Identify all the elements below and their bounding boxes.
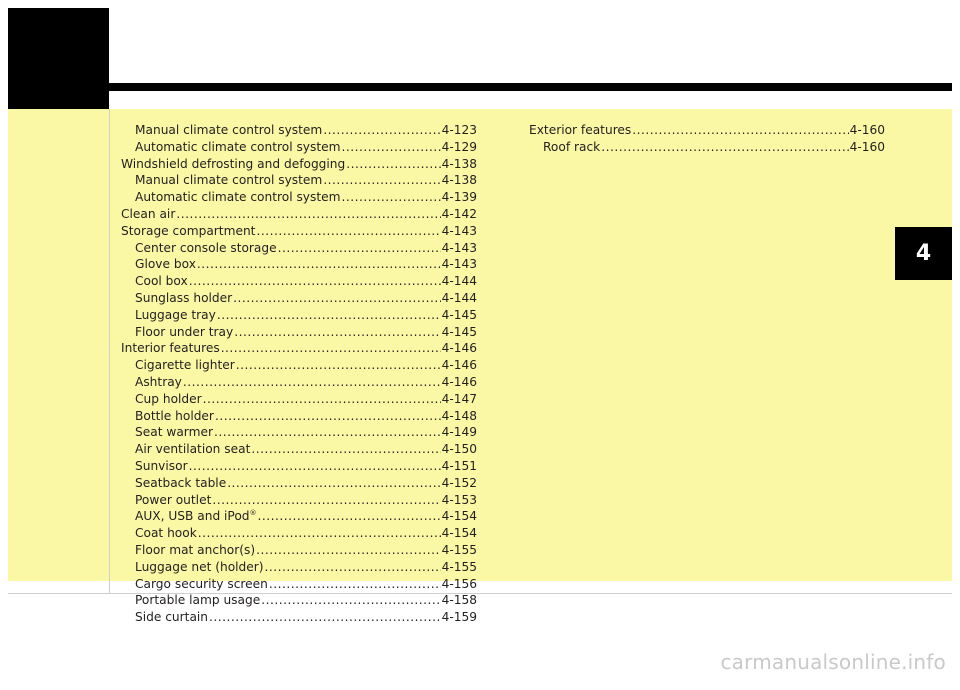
toc-entry[interactable]	[121, 156, 477, 173]
toc-entry-page: 4-138	[441, 156, 477, 171]
toc-entry-page: 4-156	[441, 576, 477, 591]
toc-left-column	[121, 122, 477, 626]
watermark: carmanualsonline.info	[720, 650, 946, 674]
toc-entry-title	[135, 576, 269, 593]
toc-entry-title-text: Cigarette lighter	[135, 358, 235, 373]
header-rule	[109, 83, 952, 91]
toc-entry[interactable]	[121, 357, 477, 374]
toc-entry-page: 4-151	[441, 458, 477, 473]
toc-entry-title-text: Roof rack	[543, 139, 601, 154]
toc-entry[interactable]	[121, 139, 477, 156]
toc-entry-title	[135, 542, 256, 559]
dot-leader	[256, 542, 440, 559]
toc-entry-title	[135, 256, 197, 273]
toc-entry-title	[135, 139, 342, 156]
toc-entry[interactable]	[121, 559, 477, 576]
toc-entry-page: 4-149	[441, 425, 477, 440]
dot-leader	[269, 576, 441, 593]
toc-entry-title-text: Automatic climate control system	[135, 190, 341, 205]
toc-entry[interactable]	[121, 492, 477, 509]
toc-entry-title-text: Cool box	[135, 274, 188, 289]
toc-entry-title	[135, 290, 233, 307]
dot-leader	[189, 458, 441, 475]
toc-entry-title	[135, 324, 234, 341]
toc-entry-title-text: Interior features	[121, 341, 220, 356]
toc-entry-page: 4-123	[441, 123, 477, 137]
toc-entry-page: 4-139	[441, 190, 477, 205]
toc-entry[interactable]	[121, 508, 477, 525]
toc-entry-page: 4-144	[441, 290, 477, 305]
toc-entry-title-text: Air ventilation seat	[135, 442, 251, 457]
dot-leader	[256, 223, 440, 240]
dot-leader	[632, 122, 848, 139]
toc-entry-page: 4-144	[441, 274, 477, 289]
toc-entry-title	[135, 458, 189, 475]
toc-entry-title-text: Cargo security screen	[135, 576, 268, 591]
toc-entry-title-text: Seatback table	[135, 475, 227, 490]
toc-entry-title	[543, 139, 601, 156]
toc-entry-title-text: Side curtain	[135, 610, 209, 625]
dot-leader	[236, 357, 441, 374]
toc-entry-page: 4-142	[441, 206, 477, 221]
corner-block	[8, 8, 109, 109]
dot-leader	[251, 441, 440, 458]
toc-right-column	[529, 122, 885, 156]
dot-leader	[197, 256, 441, 273]
toc-entry-title	[135, 525, 198, 542]
dot-leader	[234, 324, 440, 341]
toc-entry-title-text: Exterior features	[529, 123, 632, 137]
toc-entry-title	[135, 424, 214, 441]
toc-entry-title-text: Manual climate control system	[135, 123, 323, 137]
toc-entry-title	[135, 307, 217, 324]
toc-entry-page: 4-143	[441, 257, 477, 272]
toc-entry-title-text: Sunglass holder	[135, 290, 233, 305]
dot-leader	[209, 609, 441, 626]
toc-entry-page: 4-153	[441, 492, 477, 507]
chapter-tab: 4	[895, 227, 952, 280]
toc-entry-page: 4-146	[441, 358, 477, 373]
toc-entry-title	[135, 189, 342, 206]
toc-entry-title-text: Power outlet	[135, 492, 212, 507]
toc-entry-title	[135, 391, 203, 408]
toc-entry-title	[135, 408, 215, 425]
toc-entry-title	[135, 592, 261, 609]
toc-entry-title-text: Floor mat anchor(s)	[135, 542, 256, 557]
dot-leader	[258, 508, 441, 525]
toc-entry-title	[529, 122, 632, 139]
toc-entry-title	[121, 206, 176, 223]
dot-leader	[221, 340, 441, 357]
dot-leader	[212, 492, 440, 509]
toc-entry-title-text: Bottle holder	[135, 408, 214, 423]
toc-entry-page: 4-138	[441, 173, 477, 188]
toc-entry-title	[135, 374, 183, 391]
toc-entry-page: 4-146	[441, 341, 477, 356]
dot-leader	[198, 525, 441, 542]
toc-entry-page: 4-150	[441, 442, 477, 457]
toc-entry[interactable]	[121, 458, 477, 475]
toc-entry-title	[135, 475, 227, 492]
toc-entry-title-text: Center console storage	[135, 240, 277, 255]
toc-entry-title	[135, 609, 209, 626]
toc-entry-page: 4-143	[441, 240, 477, 255]
toc-entry-title-text: Glove box	[135, 257, 196, 272]
toc-entry-title	[135, 508, 258, 525]
toc-entry-title	[135, 441, 251, 458]
dot-leader	[227, 475, 440, 492]
dot-leader	[176, 206, 440, 223]
toc-entry-title	[121, 223, 256, 240]
toc-entry[interactable]	[529, 139, 885, 156]
toc-entry-title-text: Portable lamp usage	[135, 593, 261, 608]
dot-leader	[323, 172, 440, 189]
toc-entry-page: 4-154	[441, 526, 477, 541]
toc-entry[interactable]	[121, 576, 477, 593]
toc-entry-page: 4-159	[441, 610, 477, 625]
toc-entry[interactable]	[121, 290, 477, 307]
toc-entry-title-text: Storage compartment	[121, 223, 256, 238]
toc-entry-page: 4-146	[441, 374, 477, 389]
toc-entry-page: 4-160	[849, 123, 885, 137]
toc-entry-page: 4-145	[441, 307, 477, 322]
toc-entry-page: 4-155	[441, 559, 477, 574]
toc-entry[interactable]	[121, 122, 477, 139]
toc-entry-page: 4-152	[441, 475, 477, 490]
dot-leader	[215, 408, 441, 425]
toc-entry[interactable]	[121, 441, 477, 458]
toc-entry[interactable]	[121, 424, 477, 441]
toc-entry-title-text: Clean air	[121, 206, 176, 221]
toc-entry[interactable]	[121, 408, 477, 425]
toc-entry[interactable]	[121, 206, 477, 223]
toc-entry[interactable]	[121, 609, 477, 626]
toc-entry-page: 4-129	[441, 139, 477, 154]
toc-entry-title-text: Luggage net (holder)	[135, 559, 264, 574]
toc-entry-title-text: Sunvisor	[135, 458, 188, 473]
dot-leader	[189, 273, 441, 290]
toc-entry-title	[135, 492, 212, 509]
toc-entry-title-text: Luggage tray	[135, 307, 216, 322]
toc-entry[interactable]	[121, 273, 477, 290]
toc-entry-title-text: Coat hook	[135, 526, 197, 541]
toc-entry-title	[135, 559, 265, 576]
dot-leader	[217, 307, 441, 324]
dot-leader	[323, 122, 440, 139]
toc-entry-title	[135, 357, 236, 374]
toc-entry[interactable]	[121, 340, 477, 357]
toc-entry[interactable]	[121, 307, 477, 324]
dot-leader	[233, 290, 440, 307]
toc-entry-page: 4-147	[441, 391, 477, 406]
toc-entry-page: 4-148	[441, 408, 477, 423]
toc-entry[interactable]	[121, 223, 477, 240]
toc-entry[interactable]	[121, 324, 477, 341]
toc-entry-title-text: AUX, USB and iPod	[135, 509, 250, 524]
toc-entry-title-text: Floor under tray	[135, 324, 234, 339]
toc-entry[interactable]	[121, 189, 477, 206]
toc-entry[interactable]	[121, 391, 477, 408]
toc-entry[interactable]	[121, 256, 477, 273]
toc-entry[interactable]	[121, 542, 477, 559]
toc-entry[interactable]	[121, 240, 477, 257]
registered-mark: ®	[249, 509, 257, 518]
toc-entry[interactable]	[121, 374, 477, 391]
dot-leader	[183, 374, 441, 391]
toc-entry-title-text: Seat warmer	[135, 425, 213, 440]
dot-leader	[601, 139, 848, 156]
dot-leader	[265, 559, 441, 576]
dot-leader	[214, 424, 441, 441]
toc-entry-title	[121, 156, 346, 173]
dot-leader	[261, 592, 440, 609]
toc-entry-title-text: Manual climate control system	[135, 173, 323, 188]
dot-leader	[203, 391, 441, 408]
toc-entry-title	[135, 240, 278, 257]
toc-entry[interactable]	[121, 475, 477, 492]
toc-entry-title	[121, 340, 221, 357]
toc-entry-title	[135, 172, 323, 189]
toc-entry[interactable]	[121, 525, 477, 542]
toc-entry-page: 4-160	[849, 139, 885, 154]
toc-entry-page: 4-158	[441, 593, 477, 608]
dot-leader	[342, 189, 441, 206]
dot-leader	[346, 156, 440, 173]
dot-leader	[278, 240, 441, 257]
toc-entry-title-text: Ashtray	[135, 374, 182, 389]
toc-entry-page: 4-143	[441, 223, 477, 238]
toc-entry[interactable]	[529, 122, 885, 139]
toc-entry-page: 4-154	[441, 509, 477, 524]
toc-entry[interactable]	[121, 172, 477, 189]
toc-entry-title-text: Cup holder	[135, 391, 202, 406]
dot-leader	[342, 139, 441, 156]
toc-entry-page: 4-145	[441, 324, 477, 339]
toc-entry-title	[135, 273, 189, 290]
margin-line	[109, 109, 110, 594]
toc-entry-page: 4-155	[441, 542, 477, 557]
toc-entry-title-text: Windshield defrosting and defogging	[121, 156, 346, 171]
toc-entry-title	[135, 122, 323, 139]
toc-entry[interactable]	[121, 592, 477, 609]
toc-entry-title-text: Automatic climate control system	[135, 139, 341, 154]
